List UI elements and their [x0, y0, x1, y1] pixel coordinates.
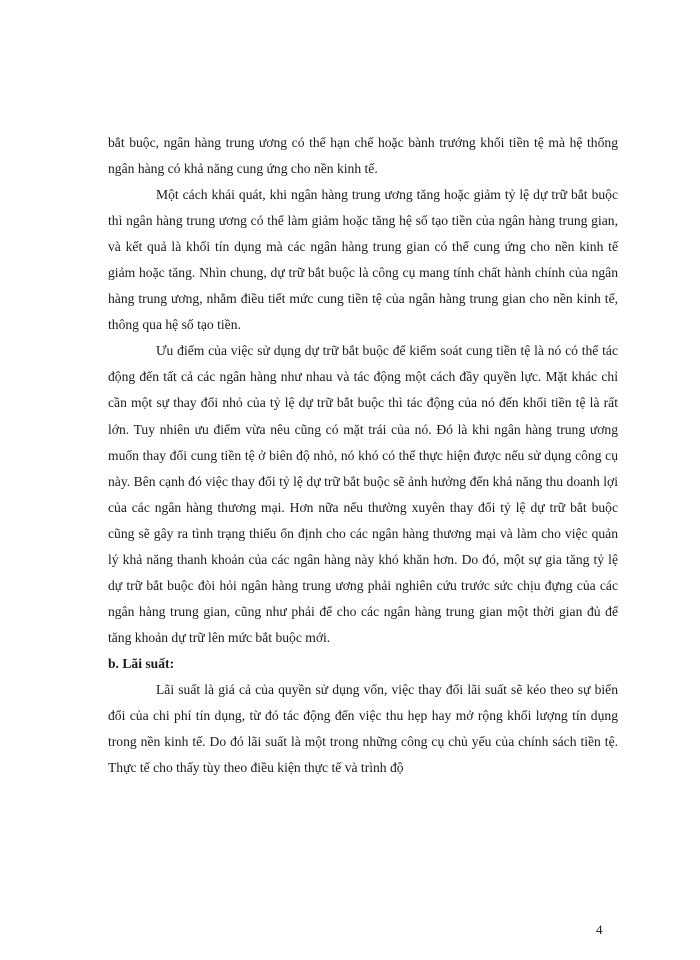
page-number: 4	[596, 922, 603, 937]
body-text	[108, 130, 618, 781]
paragraph-reserve-advantages: Ưu điểm của việc sử dụng dự trữ bắt buộc để kiểm soát cung tiền tệ là nó có thể tác động đến tất cả các ngân hàng như nhau và tác động một cách đầy quyền lực. Mặt khác chỉ cần một sự thay đổi nhỏ của tỷ lệ dự trữ bắt buộc thì tác động của nó đến khối tiền tệ là rất lớn. Tuy nhiên ưu điểm vừa nêu cũng có mặt trái của nó. Đó là khi ngân hàng trung ương muốn thay đổi cung tiền tệ ở biên độ nhỏ, nó khó có thể thực hiện được nếu sử dụng công cụ này. Bên cạnh đó việc thay đổi tỷ lệ dự trữ bắt buộc sẽ ảnh hưởng đến khả năng thu doanh lợi của các ngân hàng thương mại. Hơn nữa nếu thường xuyên thay đổi tỷ lệ dự trữ bắt buộc cũng sẽ gây ra tình trạng thiếu ổn định cho các ngân hàng thương mại và làm cho việc quản lý khả năng thanh khoản của các ngân hàng này khó khăn hơn. Do đó, một sự gia tăng tỷ lệ dự trữ bắt buộc đòi hỏi ngân hàng trung ương phải nghiên cứu trước sức chịu đựng của các ngân hàng trung gian, cũng như phải để cho các ngân hàng trung gian một thời gian đủ để tăng khoản dự trữ lên mức bắt buộc mới.	[108, 343, 618, 645]
section-heading-interest-rate: b. Lãi suất:	[108, 655, 175, 671]
paragraph-reserve-overview: Một cách khái quát, khi ngân hàng trung ương tăng hoặc giảm tỷ lệ dự trữ bắt buộc thì ngân hàng trung ương có thể làm giảm hoặc tăng hệ số tạo tiền của ngân hàng trung gian, và kết quả là khối tín dụng mà các ngân hàng trung gian có thể cung ứng cho nền kinh tế giảm hoặc tăng. Nhìn chung, dự trữ bắt buộc là công cụ mang tính chất hành chính của ngân hàng trung ương, nhằm điều tiết mức cung tiền tệ của ngân hàng trung gian cho nền kinh tế, thông qua hệ số tạo tiền.	[108, 187, 618, 333]
paragraph-interest-rate: Lãi suất là giá cả của quyền sử dụng vốn, việc thay đổi lãi suất sẽ kéo theo sự biến đổi của chi phí tín dụng, từ đó tác động đến việc thu hẹp hay mở rộng khối lượng tín dụng trong nền kinh tế. Do đó lãi suất là một trong những công cụ chủ yếu của chính sách tiền tệ. Thực tế cho thấy tùy theo điều kiện thực tế và trình độ	[108, 681, 618, 776]
paragraph-continuation: bắt buộc, ngân hàng trung ương có thể hạn chế hoặc bành trướng khối tiền tệ mà hệ thống ngân hàng có khả năng cung ứng cho nền kinh tế.	[108, 135, 618, 177]
